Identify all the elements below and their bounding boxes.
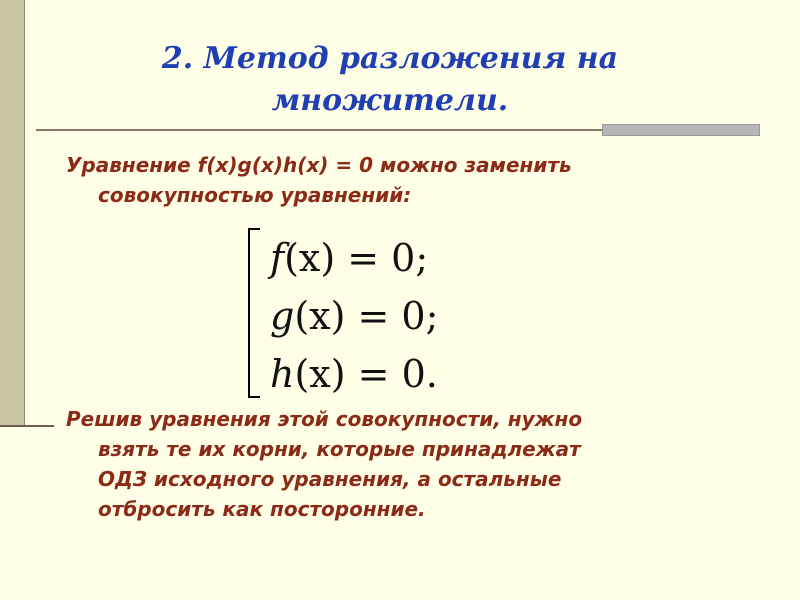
title-decor-block [602, 124, 760, 136]
intro-line-1: Уравнение f(x)g(x)h(x) = 0 можно заменить [66, 153, 572, 177]
equation-g: g(x) = 0; [270, 294, 439, 338]
conclusion-line-1: Решив уравнения этой совокупности, нужно [66, 407, 583, 431]
intro-paragraph [66, 150, 766, 210]
system-bracket [248, 228, 260, 398]
intro-line-2: совокупностью уравнений: [98, 183, 412, 207]
equation-system [236, 226, 456, 402]
title-line-2: множители. [271, 83, 509, 118]
equation-f: f(x) = 0; [270, 236, 429, 280]
conclusion-paragraph [66, 404, 766, 524]
slide-title [120, 38, 660, 122]
conclusion-line-2: взять те их корни, которые принадлежат [98, 437, 581, 461]
conclusion-line-3: ОДЗ исходного уравнения, а остальные [98, 467, 562, 491]
left-decor-bar [0, 0, 25, 425]
left-decor-line [0, 425, 54, 427]
equation-h: h(x) = 0. [270, 352, 438, 396]
title-line-1: 2. Метод разложения на [161, 41, 619, 76]
conclusion-line-4: отбросить как посторонние. [98, 497, 426, 521]
